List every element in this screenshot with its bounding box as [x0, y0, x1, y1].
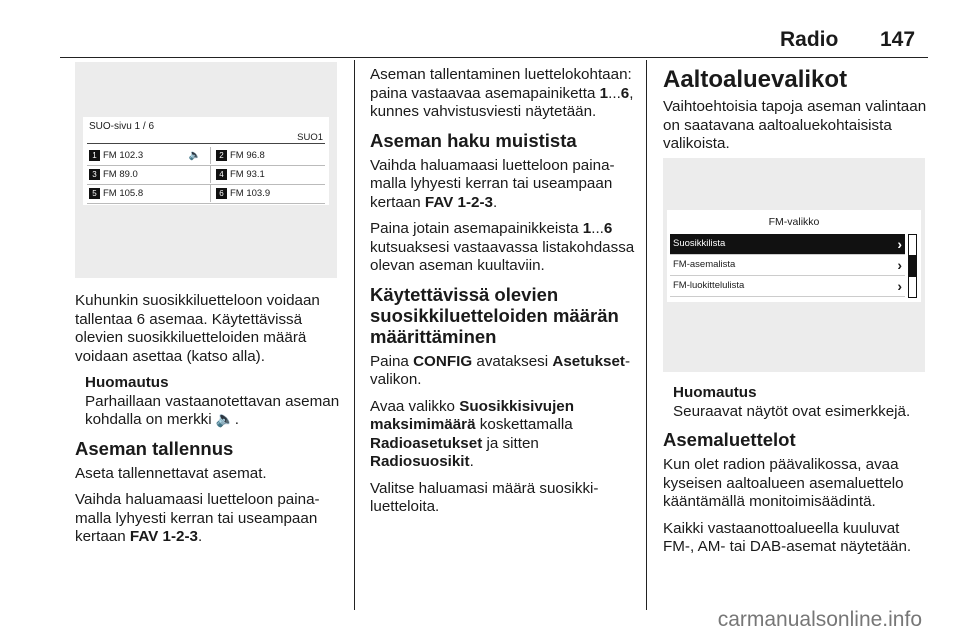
punctuation: . [198, 528, 203, 545]
column-right [663, 66, 933, 162]
paragraph: Kun olet radion päävalikossa, avaa kyseisen aaltoalueen asemaluettelo kääntämällä monitoimisäädintä. [663, 456, 904, 510]
paragraph: Aseta tallennettavat asemat. [75, 464, 267, 482]
paragraph [370, 66, 638, 122]
text: , kunnes vahvistusviesti näytetään. [370, 84, 634, 120]
station-label: FM 89.0 [103, 169, 138, 180]
key: 6 [620, 84, 630, 102]
note-box [75, 374, 347, 430]
chevron-right-icon: › [897, 278, 902, 294]
chevron-right-icon: › [897, 257, 902, 273]
column-middle [370, 66, 638, 525]
text: kutsuaksesi vastaavassa listakohdassa olevan aseman kuultaviin. [370, 238, 635, 274]
column-divider [354, 60, 355, 610]
heading-recall: Aseman haku muistista [370, 129, 577, 151]
section-title: Radio [780, 28, 839, 51]
paragraph [370, 398, 638, 472]
station-row [87, 185, 325, 204]
column-left [75, 292, 347, 555]
station-label: FM 103.9 [230, 188, 271, 199]
station-button [210, 147, 332, 164]
paragraph: Kaikki vastaanottoalueella kuuluvat FM-, AM- tai DAB-asemat näytetään. [663, 519, 912, 555]
page-number: 147 [880, 28, 916, 51]
watermark: carmanualsonline.info [717, 608, 922, 631]
fm-menu-screen [667, 210, 921, 302]
chevron-right-icon: › [897, 236, 902, 252]
paragraph [370, 220, 638, 276]
station-button [210, 185, 332, 202]
fm-menu-figure [663, 158, 925, 372]
note-box [663, 384, 933, 421]
station-label: FM 96.8 [230, 150, 265, 161]
station-button [87, 185, 205, 202]
text: Avaa valikko [370, 397, 455, 415]
note-text: Seuraavat näytöt ovat esimerkkejä. [673, 402, 911, 420]
fm-menu-list [670, 234, 905, 297]
paragraph [370, 353, 638, 390]
paragraph: Valitse haluamasi määrä suosikkiluetteloita. [370, 479, 599, 515]
config-key: CONFIG [413, 352, 473, 370]
station-row [87, 166, 325, 185]
fav-key: FAV 1-2-3 [424, 193, 493, 211]
column-divider [646, 60, 647, 610]
preset-number: 4 [216, 169, 227, 180]
favourites-screen-figure [75, 62, 337, 278]
note-text: Parhaillaan vastaanotettavan aseman kohdalla on merkki [85, 392, 340, 428]
text: ... [608, 84, 621, 102]
menu-item-category-list [670, 276, 905, 297]
preset-number: 3 [89, 169, 100, 180]
text: Vaihda haluamaasi luetteloon painamalla lyhyesti kerran tai useampaan kertaan [370, 156, 615, 211]
scrollbar-thumb [909, 255, 916, 277]
paragraph [370, 157, 638, 213]
key: 6 [603, 220, 613, 237]
punctuation: . [493, 193, 498, 211]
station-label: FM 93.1 [230, 169, 265, 180]
text: Paina jotain asemapainikkeista [370, 220, 579, 237]
key: 1 [599, 84, 609, 102]
menu-item-label: FM-luokittelulista [673, 280, 745, 291]
text: Aseman tallentaminen luettelokohtaan: paina vastaavaa asemapainiketta [370, 66, 632, 102]
station-label: FM 105.8 [103, 188, 144, 199]
header-rule [60, 57, 928, 58]
favourites-page-title: SUO-sivu 1 / 6 [89, 121, 155, 132]
station-button [210, 166, 332, 183]
paragraph: Vaihtoehtoisia tapoja aseman valintaan on saatavana aaltoaluekohtaisista valikoista. [663, 98, 927, 152]
punctuation: . [469, 453, 474, 470]
punctuation: . [234, 411, 240, 428]
text: koskettamalla [479, 416, 573, 433]
fav-key: FAV 1-2-3 [129, 528, 198, 545]
favourites-tab: SUO1 [297, 132, 323, 143]
preset-number: 1 [89, 150, 100, 161]
menu-item-station-list [670, 255, 905, 276]
paragraph: Kuhunkin suosikkiluetteloon voidaan tallentaa 6 asemaa. Käytettävissä olevien suosikkiluetteloiden määrä voidaan asettaa (katso alla). [75, 292, 320, 365]
menu-name: Radioasetukset [370, 434, 483, 452]
text: avataksesi [476, 352, 549, 370]
heading-lists: Asemaluettelot [663, 429, 796, 450]
station-row [87, 147, 325, 166]
note-title: Huomautus [85, 374, 169, 391]
fm-menu-title: FM-valikko [768, 216, 820, 228]
key: 1 [582, 220, 592, 237]
text: ... [591, 220, 604, 237]
menu-name: Suosikkisivujen maksimimäärä [370, 397, 575, 433]
menu-name: Asetukset [552, 352, 625, 370]
scrollbar [908, 234, 917, 298]
column-right-lower [663, 384, 933, 565]
favourites-screen [83, 117, 329, 205]
speaker-icon: 🔈 [188, 150, 201, 161]
preset-number: 6 [216, 188, 227, 199]
text: -valikon. [370, 352, 631, 388]
station-button [87, 147, 205, 164]
speaker-icon: 🔈 [215, 411, 235, 428]
menu-item-label: Suosikkilista [673, 238, 726, 249]
menu-item-favourites [670, 234, 905, 255]
station-grid [87, 147, 325, 204]
station-label: FM 102.3 [103, 150, 144, 161]
tab-line [87, 143, 325, 144]
paragraph [75, 491, 347, 547]
text: Paina [370, 352, 409, 370]
text: ja sitten [486, 434, 539, 452]
heading-save: Aseman tallennus [75, 437, 234, 459]
station-button [87, 166, 205, 183]
heading-bands: Aaltoaluevalikot [663, 66, 848, 93]
note-title: Huomautus [673, 384, 757, 401]
preset-number: 5 [89, 188, 100, 199]
page-header [0, 0, 960, 60]
heading-define: Käytettävissä olevien suosikkiluetteloiden määrän määrittäminen [370, 283, 619, 347]
menu-name: Radiosuosikit [370, 453, 470, 470]
text: Vaihda haluamaasi luetteloon painamalla lyhyesti kerran tai useampaan kertaan [75, 491, 320, 545]
menu-item-label: FM-asemalista [673, 259, 736, 270]
preset-number: 2 [216, 150, 227, 161]
